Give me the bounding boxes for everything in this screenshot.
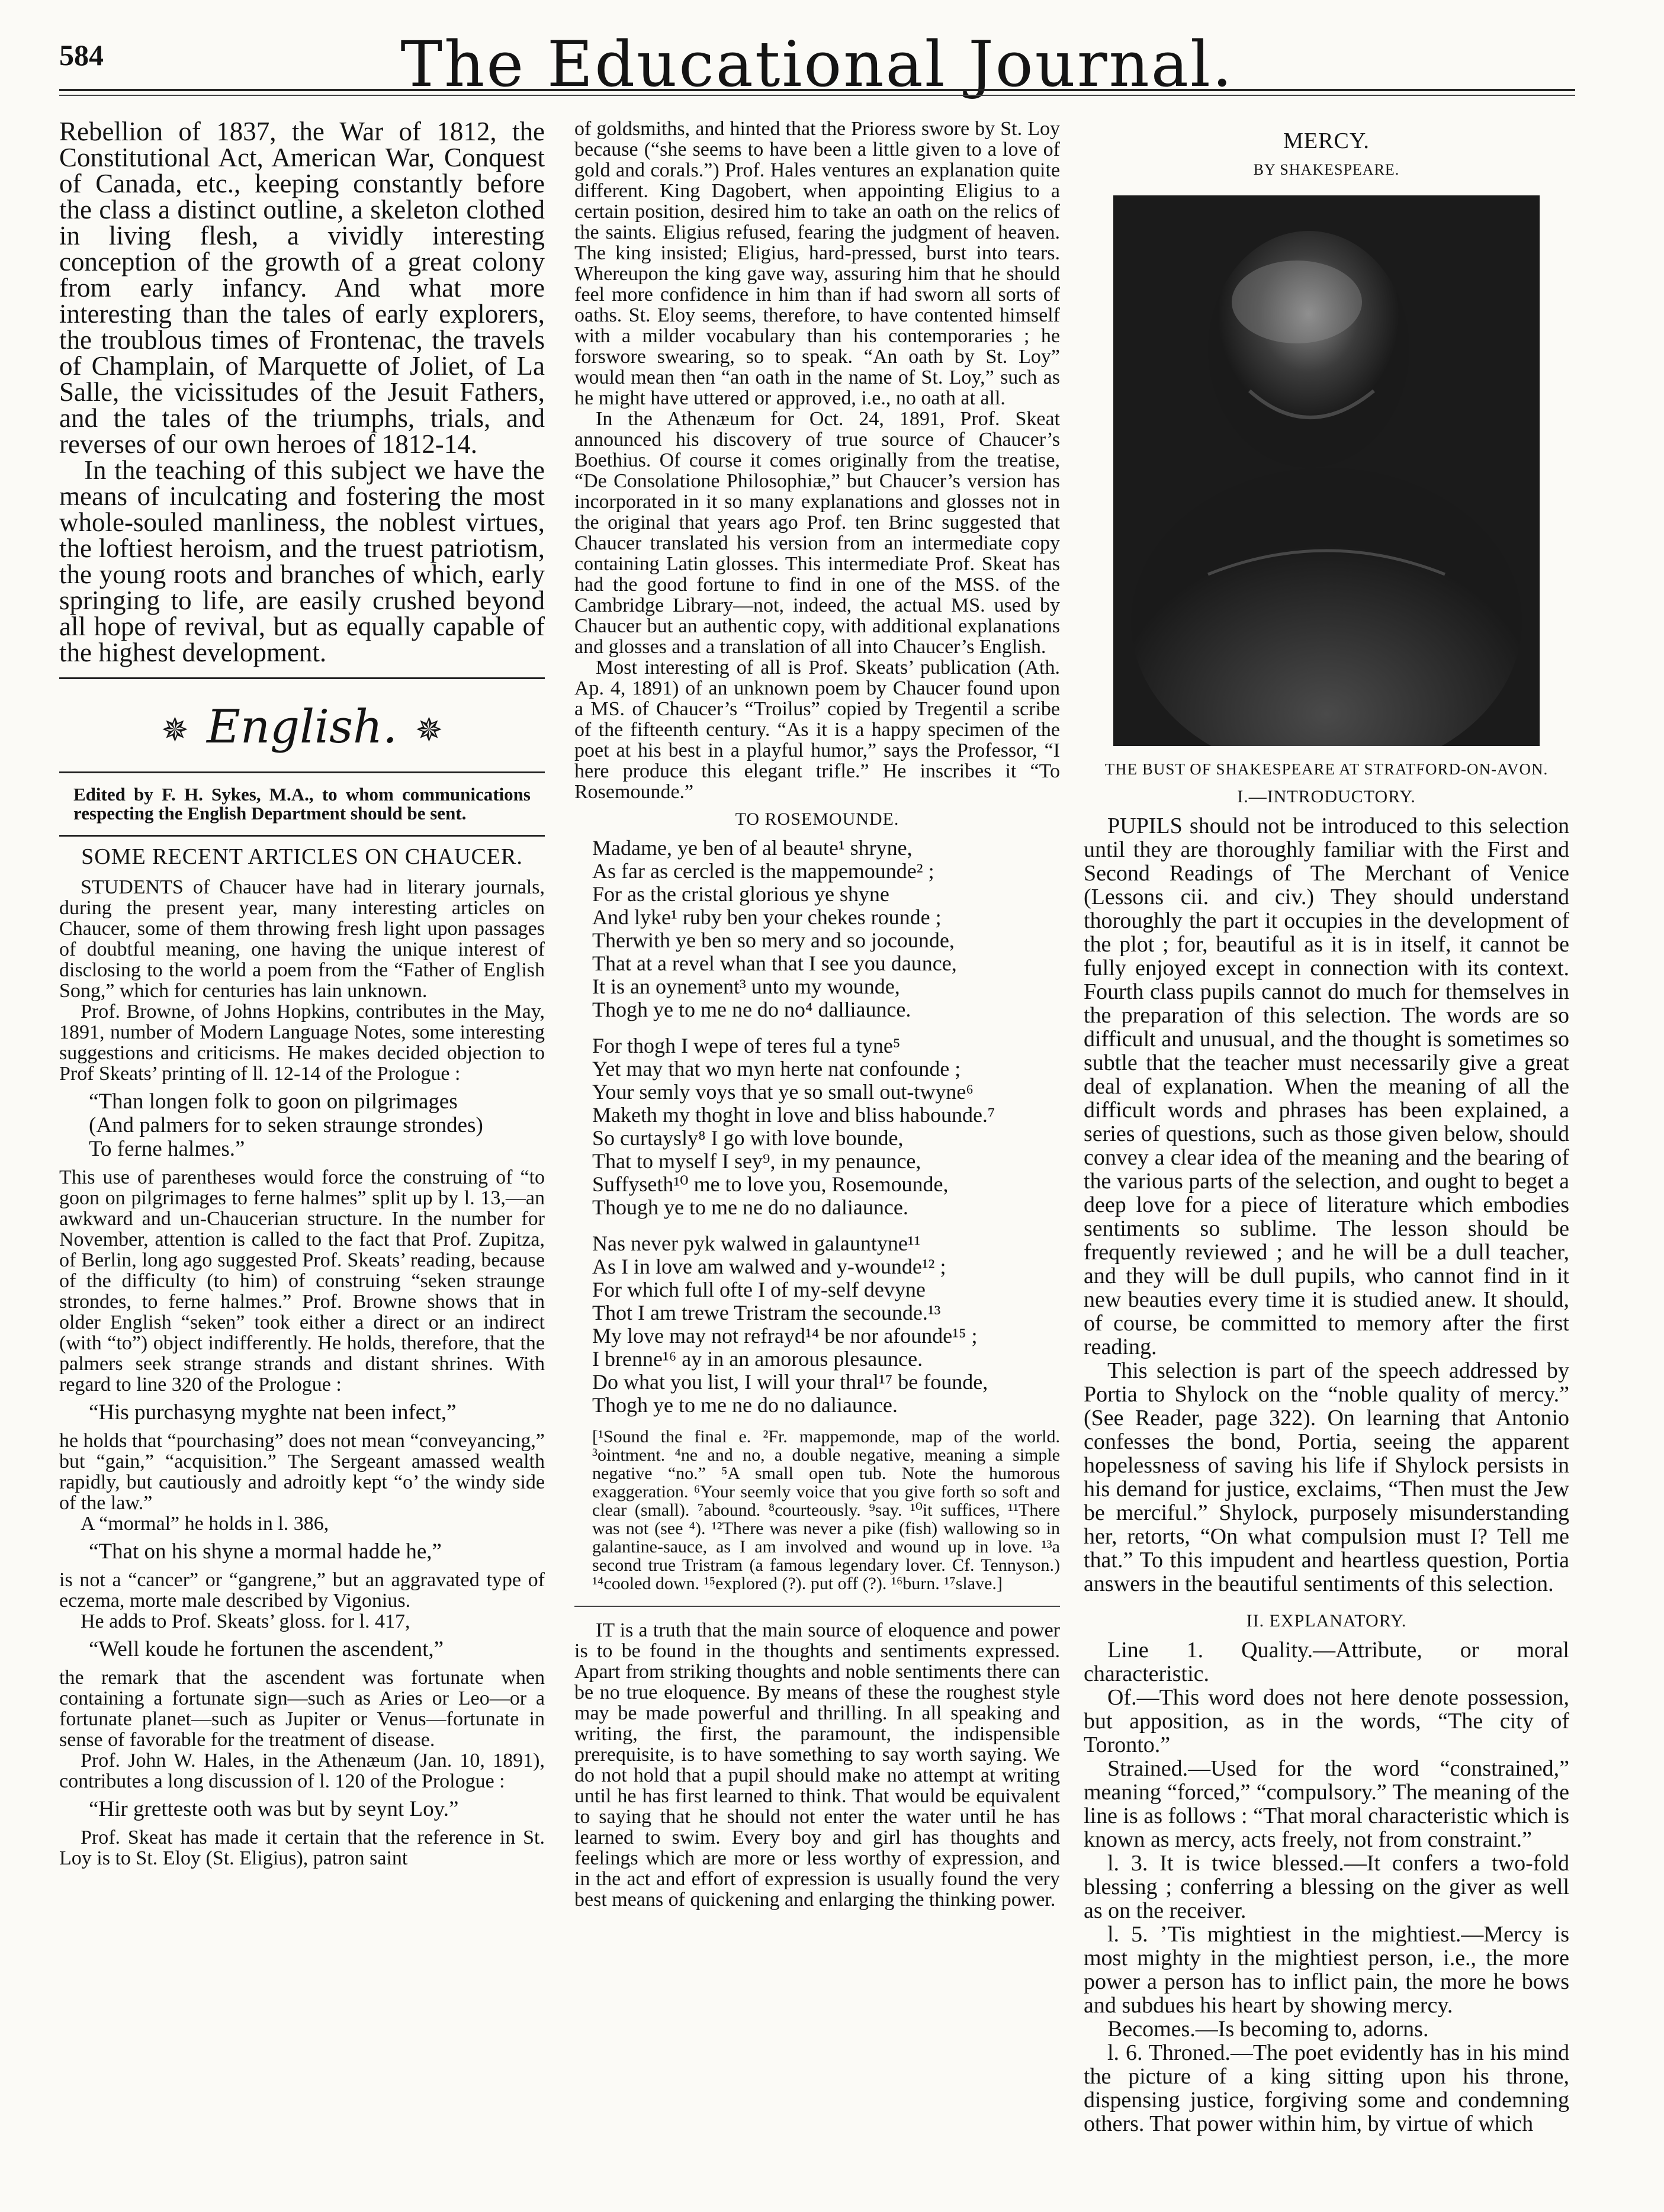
quotation: “That on his shyne a mormal hadde he,” — [89, 1539, 442, 1564]
article-title: SOME RECENT ARTICLES ON CHAUCER. — [81, 844, 523, 869]
byline: BY SHAKESPEARE. — [1253, 161, 1400, 178]
paragraph: A “mormal” he holds in l. 386, — [81, 1513, 329, 1535]
masthead — [59, 26, 1575, 115]
paragraph: is not a “cancer” or “gangrene,” but an aggravated type of eczema, morte male described by Vigonius. — [59, 1569, 545, 1612]
column-3 — [1084, 118, 1569, 2136]
poem-title: TO ROSEMOUNDE. — [735, 809, 900, 829]
paragraph: Of.—This word does not here denote possession, but apposition, as in the words, “The city of Toronto.” — [1084, 1685, 1569, 1757]
footnotes: [¹Sound the final e. ²Fr. mappemonde, map of the world. ³ointment. ⁴ne and no, a double negative, meaning a simple negative “no.” ⁵A small open tub. Note the humorous exaggeration. ⁶Your seemly voice that you give forth so soft and clear (small). ⁷abound. ⁸courteously. ⁹say. ¹⁰it suffices, ¹¹There was not (see ⁴). ¹²There was never a pike (fish) wallowing so in galantine-sauce, as I am involved and wound up in love. ¹³a second true Tristram (a famous legendary lover. Cf. Tennyson.) ¹⁴cooled down. ¹⁵explored (?). put off (?). ¹⁶burn. ¹⁷slave.] — [592, 1427, 1060, 1593]
page-number: 584 — [59, 38, 104, 72]
paragraph: l. 6. Throned.—The poet evidently has in his mind the picture of a king sitting upon his throne, dispensing justice, forgiving some and condemning others. That power within him, by virtue of which — [1084, 2040, 1569, 2136]
image-caption: THE BUST OF SHAKESPEARE AT STRATFORD-ON-AVON. — [1104, 760, 1549, 778]
paragraph: l. 5. ’Tis mightiest in the mightiest.—Mercy is most mighty in the mightiest person, i.e., the more power a person has to inflict pain, the more he bows and subdues his heart by showing mercy. — [1084, 1922, 1569, 2018]
poem-stanza: Nas never pyk walwed in galauntyne¹¹ As I in love am walwed and y-wounde¹² ; For which full ofte I of my-self devyne Thot I am trewe Tristram the secounde.¹³ My love may not refrayd¹⁴ be nor afounde¹⁵ ; I brenne¹⁶ ay in an amorous plesaunce. Do what you list, I will your thral¹⁷ be founde, Thogh ye to me ne do no daliaunce. — [592, 1232, 988, 1417]
editor-note: Edited by F. H. Sykes, M.A., to whom communications respecting the English Department should be sent. — [73, 784, 531, 824]
paragraph: Prof. John W. Hales, in the Athenæum (Jan. 10, 1891), contributes a long discussion of l. 120 of the Prologue : — [59, 1750, 545, 1792]
star-ornament-icon: ✵ — [161, 711, 189, 750]
masthead-rule — [59, 89, 1575, 91]
selection-title: MERCY. — [1283, 128, 1370, 153]
paragraph: the remark that the ascendent was fortunate when containing a fortunate sign—such as Aries or Leo—or a fortunate planet—such as Jupiter or Venus—fortunate in sense of favorable for the treatment of disease. — [59, 1667, 545, 1751]
divider — [59, 771, 545, 773]
poem-stanza: Madame, ye ben of al beaute¹ shryne, As far as cercled is the mappemounde² ; For as the cristal glorious ye shyne And lyke¹ ruby ben your chekes rounde ; Therwith ye ben so mery and so jocounde, That at a revel whan that I see you daunce, It is an oynement³ unto my wounde, Thogh ye to me ne do no⁴ dalliaunce. — [592, 836, 957, 1021]
paragraph: of goldsmiths, and hinted that the Prioress swore by St. Loy because (“she seems to have been a little given to a love of gold and corals.”) Prof. Hales ventures an explanation quite different. King Dagobert, when appointing Eligius to a certain position, desired him to take an oath on the relics of the saints. Eligius refused, fearing the judgment of heaven. The king insisted; Eligius, hard-pressed, burst into tears. Whereupon the king gave way, assuring him that he should feel more confidence in him than if had sworn all sorts of oaths. St. Eloy seems, therefore, to have contented himself with a milder vocabulary than his contemporaries ; he forswore swearing, so to speak. “An oath by St. Loy” would mean then “an oath in the name of St. Loy,” such as he might have uttered or approved, i.e., no oath at all. — [574, 118, 1060, 409]
paragraph: In the teaching of this subject we have the means of inculcating and fostering the most whole-souled manliness, the noblest virtues, the loftiest heroism, and the truest patriotism, the young roots and branches of which, early springing to life, are easily crushed beyond all hope of revival, but as equally capable of the highest development. — [59, 455, 545, 667]
divider — [59, 835, 545, 837]
quotation: “Than longen folk to goon on pilgrimages (And palmers for to seken straunge strondes) To ferne halmes.” — [89, 1089, 483, 1161]
paragraph: l. 3. It is twice blessed.—It confers a two-fold blessing ; conferring a blessing on the giver as well as on the receiver. — [1084, 1851, 1569, 1923]
paragraph: In the Athenæum for Oct. 24, 1891, Prof. Skeat announced his discovery of true source of Chaucer’s Boethius. Of course it comes originally from the treatise, “De Consolatione Philosophiæ,” but Chaucer’s version has incorporated in it so many explanations and glosses not in the original that years ago Prof. ten Brinc suggested that Chaucer translated his version from an intermediate copy containing Latin glosses. This intermediate Prof. Skeat has had the good fortune to find in one of the MSS. of the Cambridge Library—not, indeed, the actual MS. used by Chaucer but an authentic copy, with additional explanations and glosses and a translation of all into Chaucer’s English. — [574, 408, 1060, 658]
paragraph: He adds to Prof. Skeats’ gloss. for l. 417, — [81, 1610, 410, 1632]
poem-stanza: For thogh I wepe of teres ful a tyne⁵ Yet may that wo myn herte nat confounde ; Your semly voys that ye so small out-twyne⁶ Maketh my thoght in love and bliss habounde.⁷ So curtaysly⁸ I go with love bounde, That to myself I sey⁹, in my penaunce, Suffyseth¹⁰ me to love you, Rosemounde, Though ye to me ne do no daliaunce. — [592, 1034, 995, 1219]
section-heading: II. EXPLANATORY. — [1246, 1611, 1407, 1631]
paragraph: Becomes.—Is becoming to, adorns. — [1107, 2017, 1429, 2041]
quotation: “His purchasyng myghte nat been infect,” — [89, 1400, 457, 1425]
paragraph: Rebellion of 1837, the War of 1812, the Constitutional Act, American War, Conquest of Canada, etc., keeping constantly before the class a distinct outline, a skeleton clothed in living flesh, a vividly interesting conception of the growth of a great colony from early infancy. And what more interesting than the tales of early explorers, the troublous times of Frontenac, the travels of Champlain, of Marquette of Joliet, of La Salle, the vicissitudes of the Jesuit Fathers, and the tales of the triumphs, trials, and reverses of our own heroes of 1812-14. — [59, 117, 545, 459]
section-title: ✵ English. ✵ — [161, 700, 443, 754]
paragraph: This use of parentheses would force the construing of “to goon on pilgrimages to ferne halmes” split up by l. 13,—an awkward and un-Chaucerian structure. In the number for November, attention is called to the fact that Prof. Zupitza, of Berlin, long ago suggested Prof. Skeats’ reading, because of the difficulty (to him) of construing “seken straunge strondes, to ferne halmes.” Prof. Browne shows that in older English “seken” took either a direct or an indirect (with “to”) object indifferently. He holds, therefore, that the palmers seek strange strands and distant shrines. With regard to line 320 of the Prologue : — [59, 1166, 545, 1396]
paragraph: Line 1. Quality.—Attribute, or moral characteristic. — [1084, 1638, 1569, 1686]
paragraph: PUPILS should not be introduced to this selection until they are thoroughly familiar with the First and Second Readings of The Merchant of Venice (Lessons cii. and civ.) They should understand thoroughly the part it occupies in the development of the plot ; for, beautiful as it is in itself, it cannot be fully enjoyed except in connection with its context. Fourth class pupils cannot do much for themselves in the preparation of this selection. The words are so difficult and unusual, and the thought is sometimes so subtle that the teacher must necessarily give a great deal of explanation. When the meaning of all the difficult words and phrases has been explained, a series of questions, such as those given below, should convey a clear idea of the meaning and the bearing of the various parts of the selection, and ought to beget a deep love for a piece of literature which embodies sentiments so sublime. The lesson should be frequently reviewed ; and he will be a dull teacher, and they will be dull pupils, who cannot find in it new beauties every time it is studied anew. It should, of course, be committed to memory after the first reading. — [1084, 814, 1569, 1359]
paragraph: Prof. Browne, of Johns Hopkins, contributes in the May, 1891, number of Modern Language Notes, some interesting suggestions and criticisms. He makes decided objection to Prof Skeats’ printing of ll. 12-14 of the Prologue : — [59, 1001, 545, 1085]
section-heading: I.—INTRODUCTORY. — [1237, 787, 1416, 806]
column-2 — [574, 118, 1060, 1910]
paragraph: STUDENTS of Chaucer have had in literary journals, during the present year, many interesting articles on Chaucer, some of them throwing fresh light upon passages of doubtful meaning, one having the unique interest of disclosing to the world a poem from the “Father of English Song,” which for centuries has lain unknown. — [59, 876, 545, 1002]
quotation: “Well koude he fortunen the ascendent,” — [89, 1637, 444, 1661]
paragraph: Prof. Skeat has made it certain that the reference in St. Loy is to St. Eloy (St. Eligius), patron saint — [59, 1827, 545, 1869]
paragraph: he holds that “pourchasing” does not mean “conveyancing,” but “gain,” “acquisition.” The Sergeant amassed wealth rapidly, but cautiously and adroitly kept “o’ the windy side of the law.” — [59, 1430, 545, 1514]
shakespeare-bust-image — [1113, 195, 1540, 746]
divider — [59, 677, 545, 679]
masthead-title: The Educational Journal. — [400, 28, 1234, 101]
paragraph: Most interesting of all is Prof. Skeats’ publication (Ath. Ap. 4, 1891) of an unknown poem by Chaucer found upon a MS. of Chaucer’s “Troilus” copied by Tregentil a scribe of the fifteenth century. “As it is a happy specimen of the poet at his best in a playful humor,” says the Professor, “I here produce this elegant trifle.” He inscribes it “To Rosemounde.” — [574, 657, 1060, 803]
quotation: “Hir gretteste ooth was but by seynt Loy.” — [89, 1797, 459, 1821]
divider — [574, 1606, 1060, 1607]
masthead-rule-thin — [59, 95, 1575, 96]
column-1 — [59, 118, 545, 1869]
paragraph: IT is a truth that the main source of eloquence and power is to be found in the thoughts and sentiments expressed. Apart from striking thoughts and noble sentiments there can be no true eloquence. By means of these the roughest style may be made powerful and thrilling. In all speaking and writing, the first, the paramount, the indispensible prerequisite, is to have something to say worth saying. We do not hold that a pupil should make no attempt at writing until he has first learned to think. That would be equivalent to saying that he should not enter the water until he has learned to swim. Every boy and girl has thoughts and feelings which are more or less worthy of expression, and in the act and effort of expression is usually found the very best means of quickening and enlarging the thinking power. — [574, 1619, 1060, 1911]
star-ornament-icon: ✵ — [415, 711, 443, 750]
paragraph: This selection is part of the speech addressed by Portia to Shylock on the “noble quality of mercy.” (See Reader, page 322). On learning that Antonio confesses the bond, Portia, seeing the apparent hopelessness of saving his life if Shylock persists in his demand for justice, exclaims, “Then must the Jew be merciful.” Shylock, purposely misunderstanding her, retorts, “On what compulsion must I? Tell me that.” To this impudent and heartless question, Portia answers in the beautiful sentiments of this selection. — [1084, 1358, 1569, 1596]
paragraph: Strained.—Used for the word “constrained,” meaning “forced,” “compulsory.” The meaning of the line is as follows : “That moral characteristic which is known as mercy, acts freely, not from constraint.” — [1084, 1756, 1569, 1852]
